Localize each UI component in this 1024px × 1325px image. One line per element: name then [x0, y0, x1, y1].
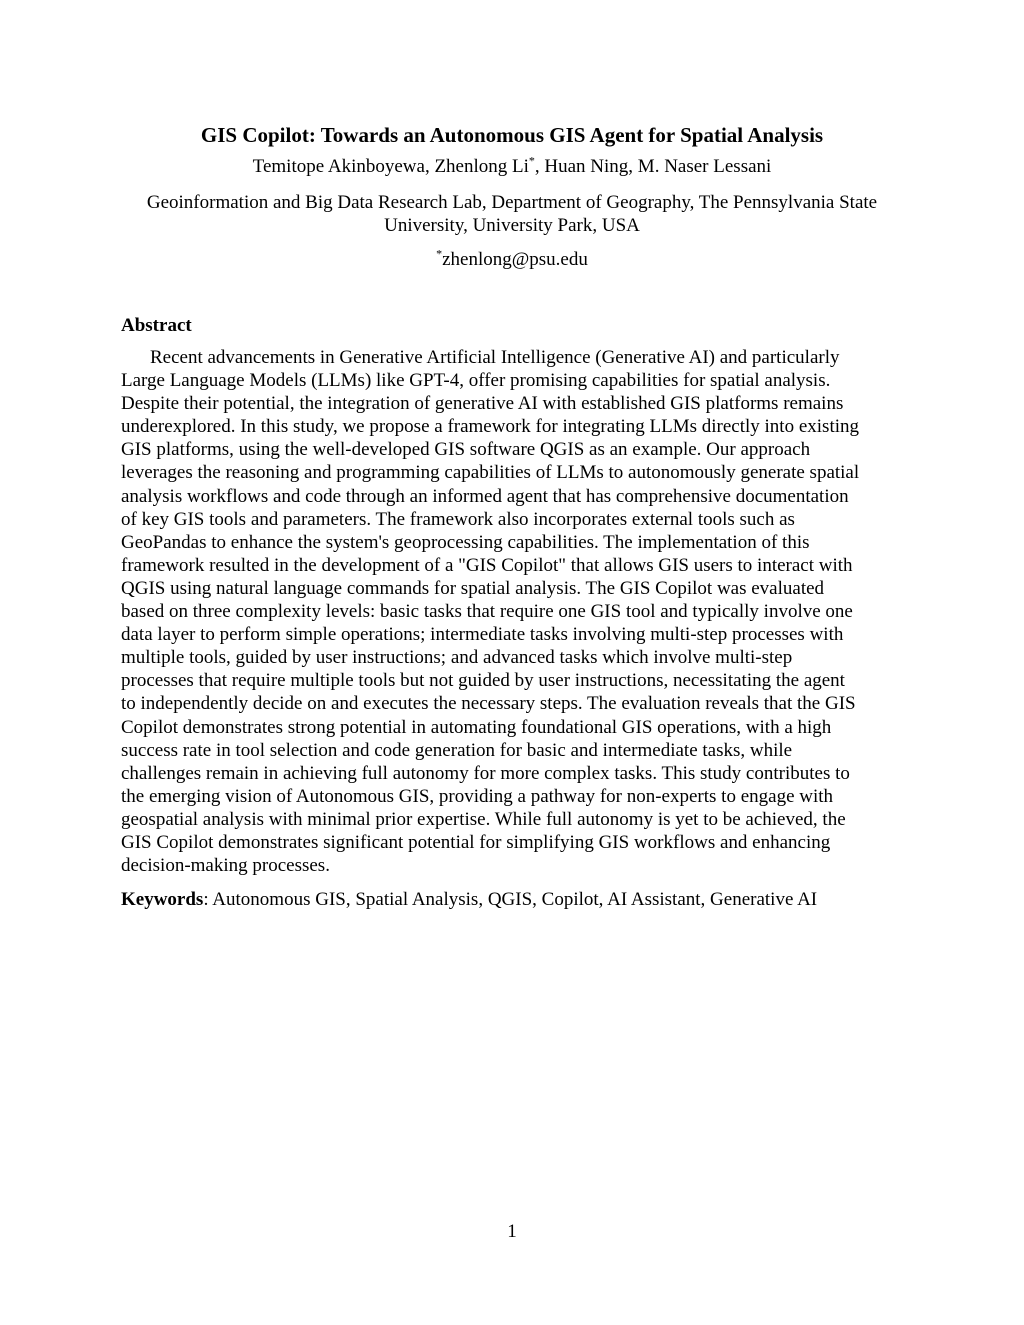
abstract-line: geospatial analysis with minimal prior expertise. While full autonomy is yet to be achieved, the: [121, 808, 846, 830]
abstract-line: Recent advancements in Generative Artificial Intelligence (Generative AI) and particularly: [150, 347, 840, 368]
abstract-line: Despite their potential, the integration of generative AI with established GIS platforms remains: [121, 393, 844, 415]
abstract-line: Copilot demonstrates strong potential in automating foundational GIS operations, with a high: [121, 716, 832, 738]
email-address: zhenlong@psu.edu: [442, 249, 588, 270]
keywords: [121, 887, 817, 913]
abstract-body: [121, 346, 904, 877]
abstract-line: GIS Copilot demonstrates significant potential for simplifying GIS workflows and enhancing: [121, 831, 831, 853]
abstract-line: GIS platforms, using the well-developed GIS software QGIS as an example. Our approach: [121, 439, 811, 461]
corresponding-author-mark: *: [528, 153, 535, 168]
contact-email: [0, 247, 1024, 273]
abstract-line: GeoPandas to enhance the system's geoprocessing capabilities. The implementation of this: [121, 531, 810, 553]
abstract-line: QGIS using natural language commands for spatial analysis. The GIS Copilot was evaluated: [121, 577, 825, 599]
abstract-line: success rate in tool selection and code generation for basic and intermediate tasks, while: [121, 739, 793, 761]
abstract-line: processes that require multiple tools but not guided by user instructions, necessitating the agent: [121, 670, 845, 692]
abstract-heading: Abstract: [121, 315, 192, 336]
keywords-label: Keywords: [121, 889, 204, 910]
authors-primary: Temitope Akinboyewa, Zhenlong Li: [252, 156, 529, 177]
page-number: 1: [507, 1221, 517, 1242]
abstract-line: based on three complexity levels: basic tasks that require one GIS tool and typically involve one: [121, 601, 853, 623]
abstract-line: leverages the reasoning and programming capabilities of LLMs to autonomously generate spatial: [121, 462, 860, 484]
abstract-line: underexplored. In this study, we propose a framework for integrating LLMs directly into existing: [121, 416, 860, 438]
abstract-line: analysis workflows and code through an informed agent that has comprehensive documentation: [121, 485, 849, 507]
abstract-line: decision-making processes.: [121, 855, 330, 877]
abstract-line: framework resulted in the development of a "GIS Copilot" that allows GIS users to interact with: [121, 554, 853, 576]
abstract-line: of key GIS tools and parameters. The framework also incorporates external tools such as: [121, 508, 795, 530]
paper-title: GIS Copilot: Towards an Autonomous GIS Agent for Spatial Analysis: [200, 123, 824, 147]
abstract-line: challenges remain in achieving full autonomy for more complex tasks. This study contributes to: [121, 762, 850, 784]
abstract-line: data layer to perform simple operations; intermediate tasks involving multi-step processes with: [121, 624, 844, 646]
authors-secondary: , Huan Ning, M. Naser Lessani: [534, 156, 772, 177]
abstract-line: the emerging vision of Autonomous GIS, providing a pathway for non-experts to engage with: [121, 785, 834, 807]
keywords-list: : Autonomous GIS, Spatial Analysis, QGIS, Copilot, AI Assistant, Generative AI: [203, 889, 818, 910]
abstract-line: to independently decide on and executes the necessary steps. The evaluation reveals that the GIS: [121, 693, 856, 715]
abstract-line: multiple tools, guided by user instructions; and advanced tasks which involve multi-step: [121, 647, 793, 669]
abstract-line: Large Language Models (LLMs) like GPT-4, offer promising capabilities for spatial analysis.: [121, 370, 831, 392]
affiliation: Geoinformation and Big Data Research Lab, Department of Geography, The Pennsylvania State University, University Park, USA: [146, 192, 878, 236]
email-mark: *: [436, 246, 443, 261]
author-list: [0, 154, 1024, 180]
